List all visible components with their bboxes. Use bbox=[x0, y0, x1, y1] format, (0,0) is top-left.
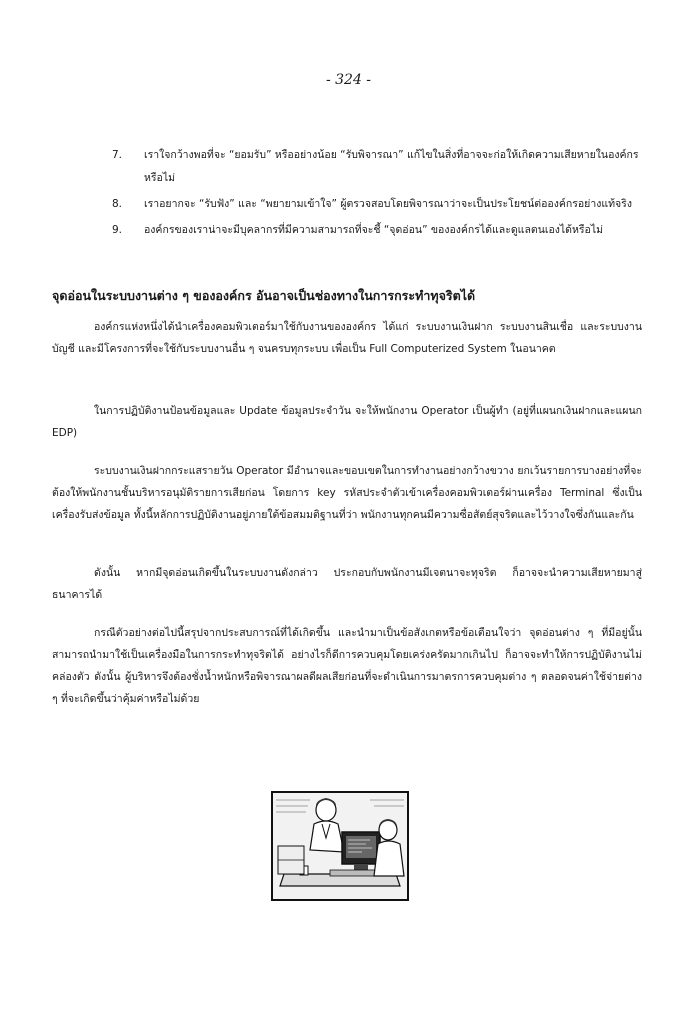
list-item-number: 7. bbox=[112, 149, 123, 161]
paragraph: กรณีตัวอย่างต่อไปนี้สรุปจากประสบการณ์ที่ได้เกิดขึ้น และนำมาเป็นข้อสังเกตหรือข้อเตือนใจว่า จุดอ่อนต่าง ๆ ที่มีอยู่นั้นสามารถนำมาใช้เป็นเครื่องมือในการกระทำทุจริตได้ อย่างไรก็ดีการควบคุมโดยเคร่งครัดมากเกินไป ก็อาจจะทำให้การปฏิบัติงานไม่คล่องตัว ดังนั้น ผู้บริหารจึงต้องชั่งน้ำหนักหรือพิจารณาผลดีผลเสียก่อนที่จะดำเนินการมาตรการควบคุมต่าง ๆ ตลอดจนค่าใช้จ่ายต่าง ๆ ที่จะเกิดขึ้นว่าคุ้มค่าหรือไม่ด้วย bbox=[52, 627, 642, 705]
paragraph: ดังนั้น หากมีจุดอ่อนเกิดขึ้นในระบบงานดังกล่าว ประกอบกับพนักงานมีเจตนาจะทุจริต ก็อาจจะนำความเสียหายมาสู่ธนาคารได้ bbox=[52, 567, 642, 601]
list-item bbox=[112, 193, 642, 216]
list-item-text: เราใจกว้างพอที่จะ “ยอมรับ” หรืออย่างน้อย “รับพิจารณา” แก้ไขในสิ่งที่อาจจะก่อให้เกิดความเสียหายในองค์กรหรือไม่ bbox=[144, 149, 639, 184]
list-item-text: เราอยากจะ “รับฟัง” และ “พยายามเข้าใจ” ผู้ตรวจสอบโดยพิจารณาว่าจะเป็นประโยชน์ต่อองค์กรอย่างแท้จริง bbox=[144, 198, 632, 210]
numbered-list bbox=[112, 144, 642, 245]
list-item bbox=[112, 144, 642, 190]
section-heading: จุดอ่อนในระบบงานต่าง ๆ ขององค์กร อันอาจเป็นช่องทางในการกระทำทุจริตได้ bbox=[52, 288, 476, 303]
list-item-text: องค์กรของเราน่าจะมีบุคลากรที่มีความสามารถที่จะชี้ “จุดอ่อน” ขององค์กรได้และดูแลตนเองได้หรือไม่ bbox=[144, 224, 604, 236]
paragraph: ในการปฏิบัติงานป้อนข้อมูลและ Update ข้อมูลประจำวัน จะให้พนักงาน Operator เป็นผู้ทำ (อยู่ที่แผนกเงินฝากและแผนก EDP) bbox=[52, 405, 642, 439]
paragraph: ระบบงานเงินฝากกระแสรายวัน Operator มีอำนาจและขอบเขตในการทำงานอย่างกว้างขวาง ยกเว้นรายการบางอย่างที่จะต้องให้พนักงานชั้นบริหารอนุมัติรายการเสียก่อน โดยการ key รหัสประจำตัวเข้าเครื่องคอมพิวเตอร์ผ่านเครื่อง Terminal ซึ่งเป็นเครื่องรับส่งข้อมูล ทั้งนี้หลักการปฏิบัติงานอยู่ภายใต้ข้อสมมติฐานที่ว่า พนักงานทุกคนมีความซื่อสัตย์สุจริตและไว้วางใจซึ่งกันและกัน bbox=[52, 465, 642, 521]
page-number: - 324 - bbox=[325, 72, 372, 88]
office-computer-illustration bbox=[270, 790, 410, 902]
list-item-number: 9. bbox=[112, 224, 123, 236]
paragraph: องค์กรแห่งหนึ่งได้นำเครื่องคอมพิวเตอร์มาใช้กับงานขององค์กร ได้แก่ ระบบงานเงินฝาก ระบบงานสินเชื่อ และระบบงานบัญชี และมีโครงการที่จะใช้กับระบบงานอื่น ๆ จนครบทุกระบบ เพื่อเป็น Full Computerized System ในอนาคต bbox=[52, 321, 642, 355]
list-item bbox=[112, 219, 642, 242]
list-item-number: 8. bbox=[112, 198, 123, 210]
